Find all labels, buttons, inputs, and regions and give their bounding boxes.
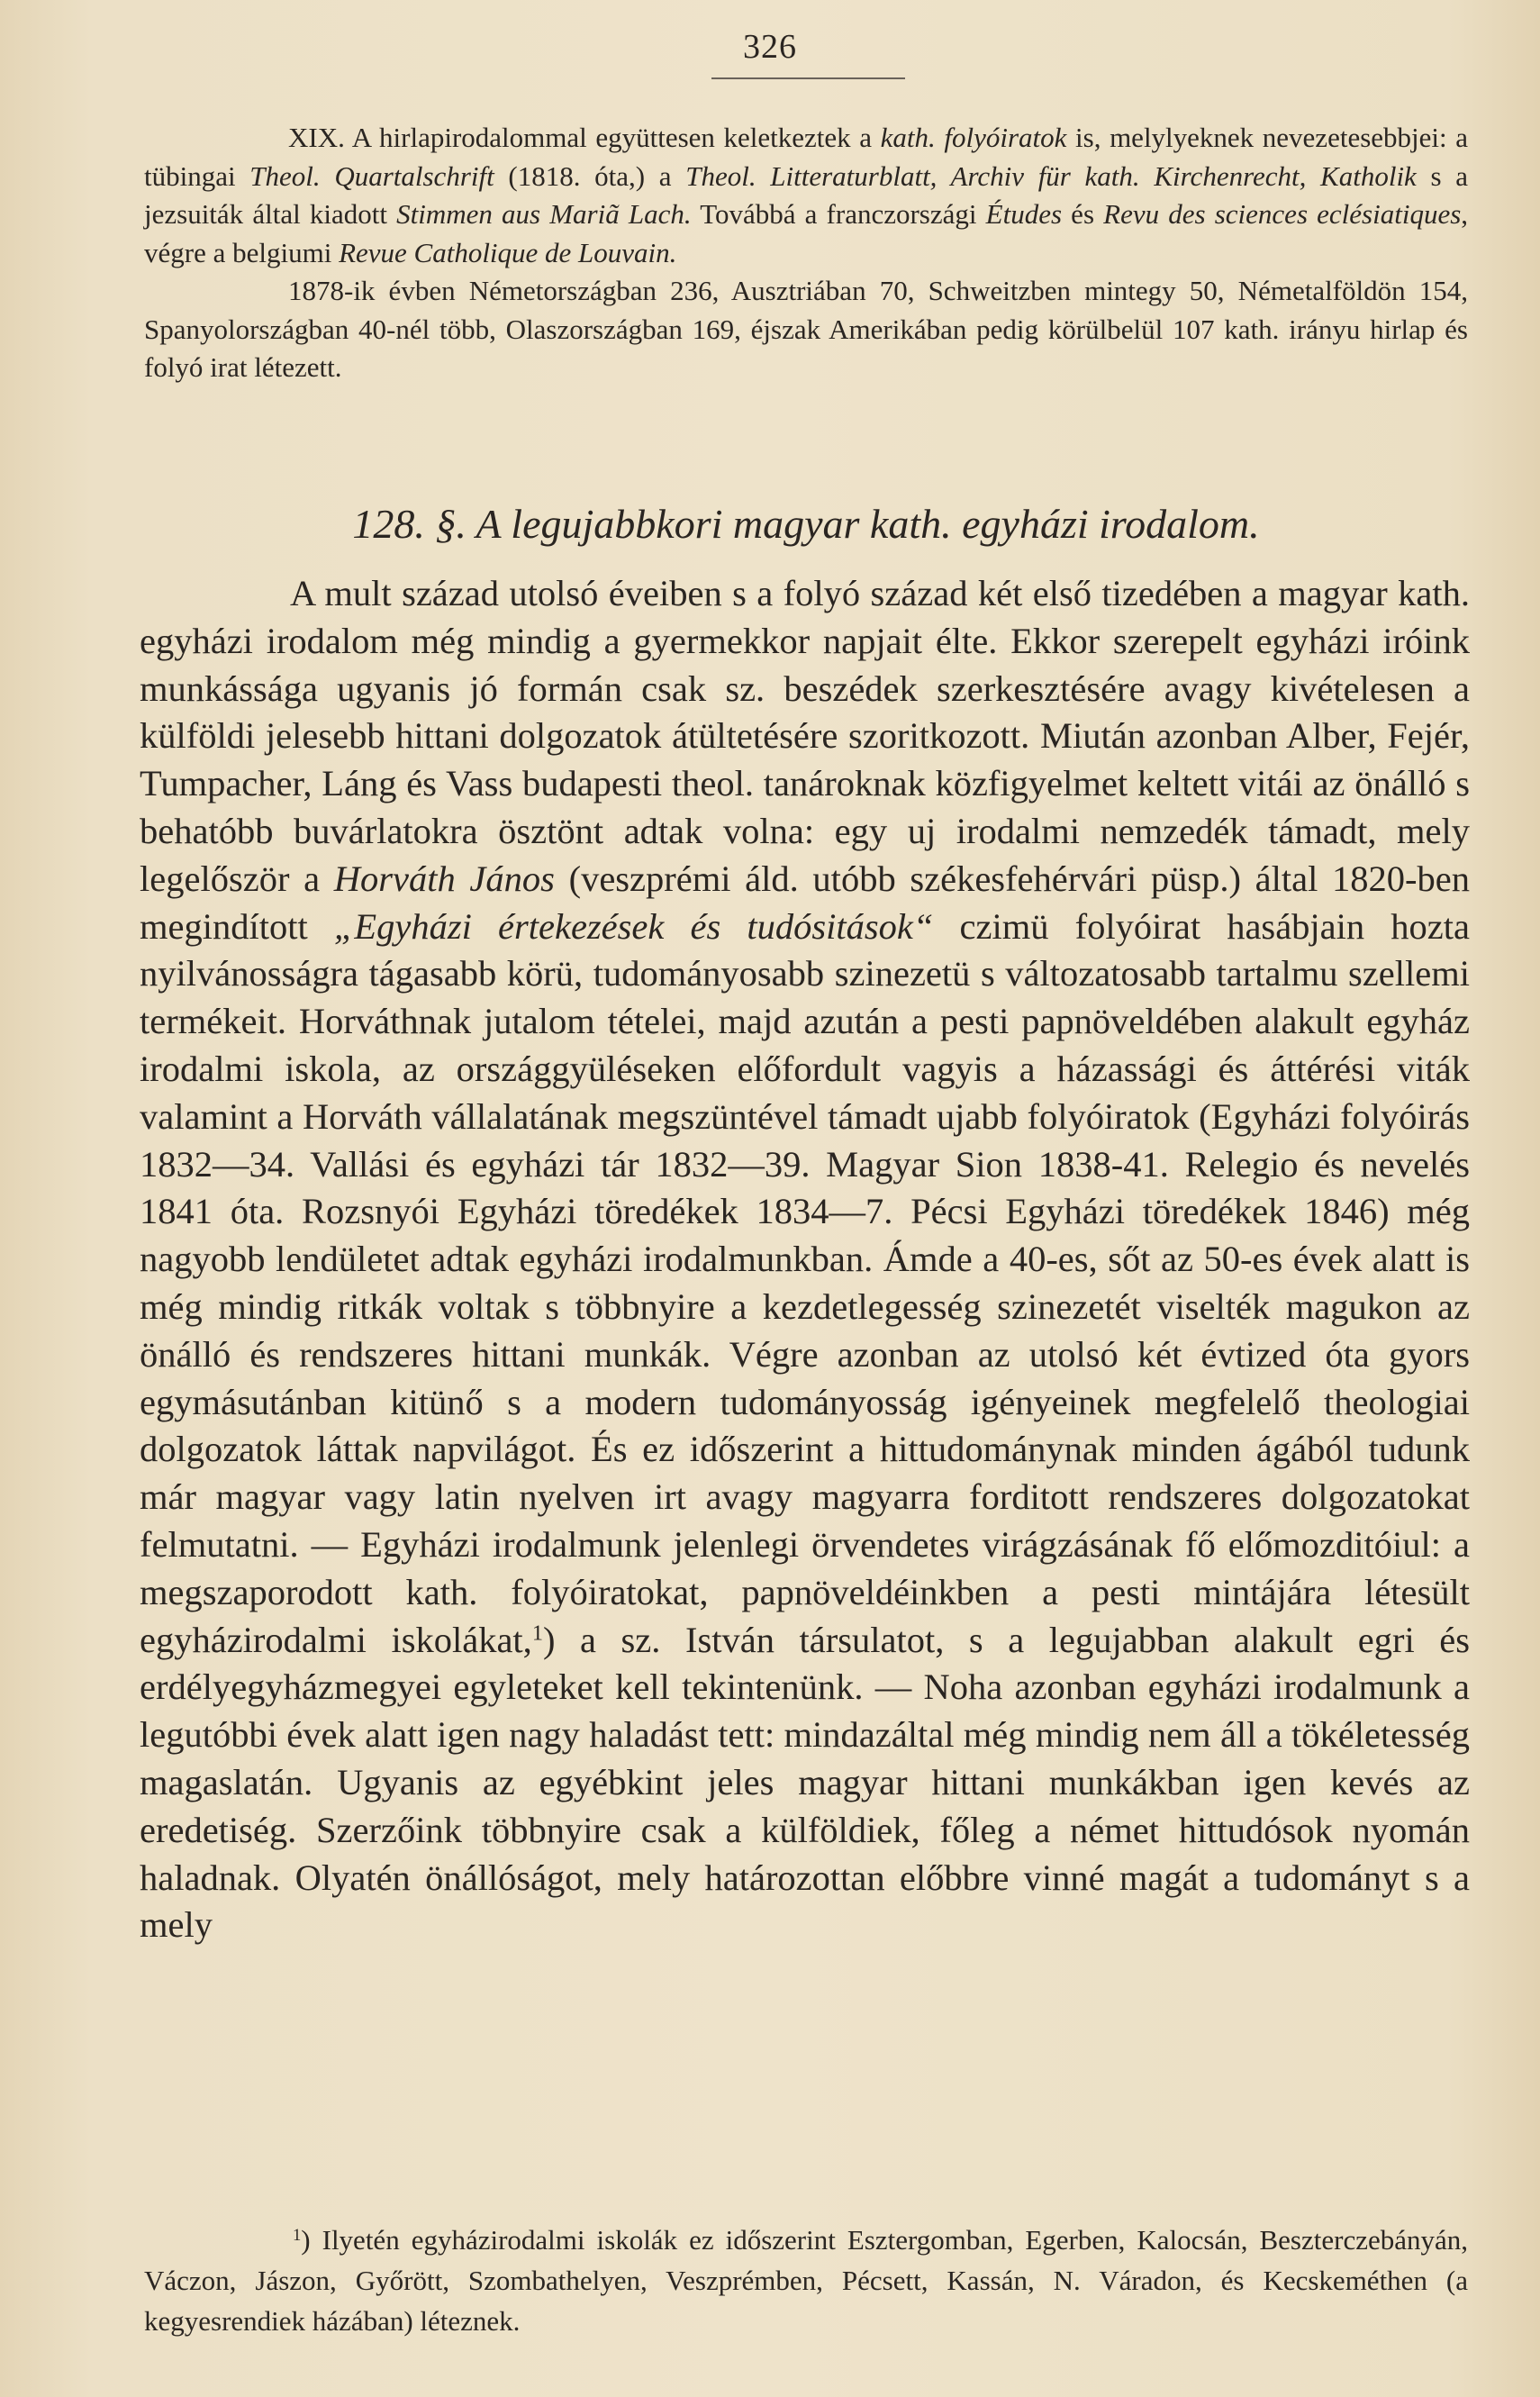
page-number: 326	[743, 28, 797, 66]
stats-paragraph: 1878-ik évben Németországban 236, Ausztriában 70, Schweitzben mintegy 50, Németalföldön 154, Spanyolországban 40-nél több, Olaszországban 169, éjszak Amerikában pedig körülbelül 107 kath. irányu hirlap és folyó irat létezett.	[144, 275, 1468, 383]
journal-title: „Egyházi értekezések és tudósitások“	[333, 905, 934, 947]
main-paragraph: A mult század utolsó éveiben s a folyó század két első tizedében a magyar kath. egyházi irodalom még mindig a gyermekkor napjait élte. Ekkor szerepelt egyházi iróink munkássága ugyanis jó formán csak sz. beszédek szerkesztésére avagy kivételesen a külföldi jelesebb hittani dolgozatok átültetésére szoritkozott. Miután azonban Alber, Fejér, Tumpacher, Láng és Vass budapesti theol. tanároknak közfigyelmet keltett vitái az önálló s behatóbb buvárlatokra ösztönt adtak volna: egy uj irodalmi nemzedék támadt, mely legelőször a Horváth János (veszprémi áld. utóbb székesfehérvári püsp.) által 1820-ben megindított „Egyházi értekezések és tudósitások“ czimü folyóirat hasábjain hozta nyilvánosságra tágasabb körü, tudományosabb szinezetü s változatosabb tartalmu szellemi termékeit. Horváthnak jutalom tételei, majd azután a pesti papnöveldében alakult egyház irodalmi iskola, az országgyüléseken előfordult vagyis a házassági és áttérési viták valamint a Horváth vállalatának megszüntével támadt ujabb folyóiratok (Egyházi folyóirás 1832—34. Vallási és egyházi tár 1832—39. Magyar Sion 1838-41. Relegio és nevelés 1841 óta. Rozsnyói Egyházi töredékek 1834—7. Pécsi Egyházi töredékek 1846) még nagyobb lendületet adtak egyházi irodalmunkban. Ámde a 40-es, sőt az 50-es évek alatt is még mindig ritkák voltak s többnyire a kezdetlegesség szinezetét viselték magukon az önálló és rendszeres hittani munkák. Végre azonban az utolsó két évtized óta gyors egymásutánban kitünő s a modern tudományosság igényeinek megfelelő theologiai dolgozatok láttak napvilágot. És ez időszerint a hittudománynak minden ágából tudunk már magyar vagy latin nyelven irt avagy magyarra forditott rendszeres dolgozatokat felmutatni. — Egyházi irodalmunk jelenlegi örvendetes virágzásának fő előmozditóiul: a megszaporodott kath. folyóiratokat, papnöveldéinkben a pesti mintájára létesült egyházirodalmi iskolákat,$^1$) a sz. István társulatot, s a legujabban alakult egri és erdélyegyházmegyei egyleteket kell tekintenünk. — Noha azonban egyházi irodalmunk a legutóbbi évek alatt igen nagy haladást tett: mindazáltal még mindig nem áll a tökéletesség magaslatán. Ugyanis az egyébkint jeles magyar hittani munkákban igen kevés az eredetiség. Szerzőink többnyire csak a külföldiek, főleg a német hittudósok nyomán haladnak. Olyatén önállóságot, mely határozottan előbbre vinné magát a tudományt s a mely	[140, 573, 1471, 1946]
section-heading: 128. §. A legujabbkori magyar kath. egyházi irodalom.	[352, 501, 1260, 547]
header-rule	[711, 77, 905, 79]
horvath-name: Horváth János	[333, 858, 555, 899]
footnote-ref: 1	[531, 1621, 543, 1646]
footnote: $^1$) Ilyetén egyházirodalmi iskolák ez időszerint Esztergomban, Egerben, Kalocsán, Beszterczebányán, Váczon, Jászon, Győrött, Szombathelyen, Veszprémben, Pécsett, Kassán, N. Váradon, és Kecskeméthen (a kegyesrendiek házában) léteznek.	[144, 2224, 1468, 2337]
section-xix	[144, 119, 1468, 387]
periodicals-paragraph: XIX. A hirlapirodalommal együttesen keletkeztek a kath. folyóiratok is, melylyeknek nevezetesebbjei: a tübingai Theol. Quartalschrift (1818. óta,) a Theol. Litteraturblatt, Archiv für kath. Kirchenrecht, Katholik s a jezsuiták által kiadott Stimmen aus Mariã Lach. Továbbá a franczországi Études és Revu des sciences eclésiatiques, végre a belgiumi Revue Catholique de Louvain.	[144, 122, 1469, 268]
footnote-mark: 1	[293, 2225, 302, 2245]
